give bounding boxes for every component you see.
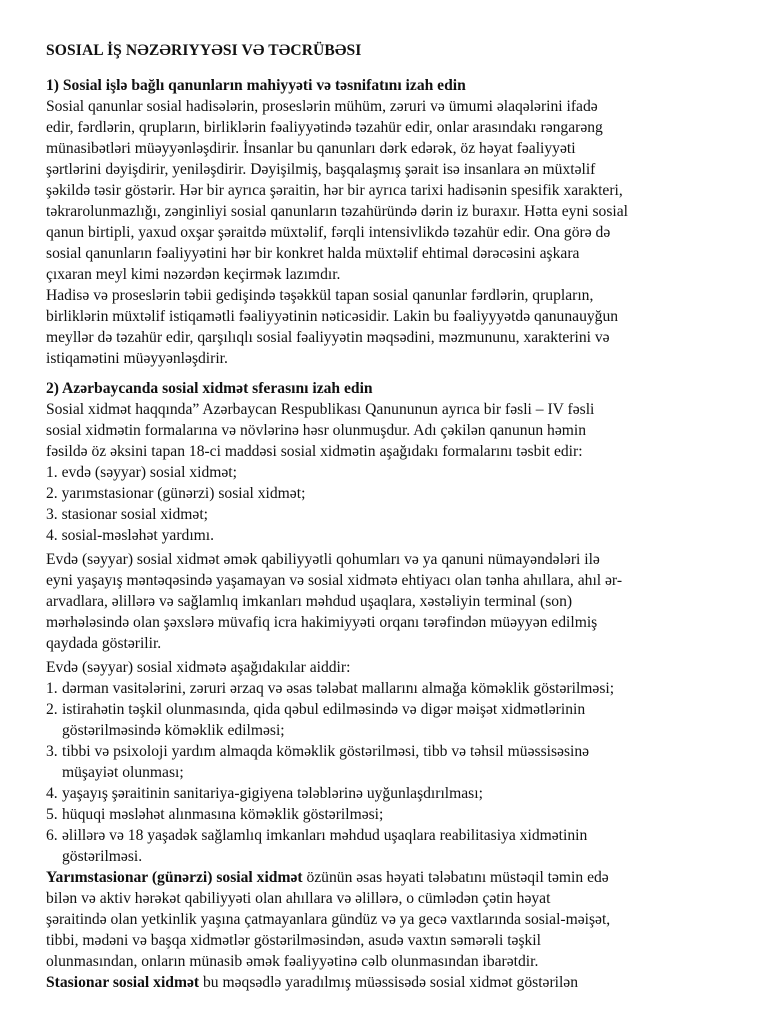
text-line: şəkildə təsir göstərir. Hər bir ayrıca şəraitin, hər bir ayrıca tarixi hadisənin spesifik xarakteri, xyxy=(46,182,623,199)
document-title: SOSIAL İŞ NƏZƏRIYYƏSI VƏ TƏCRÜBƏSI xyxy=(46,42,362,59)
list-item: 3. stasionar sosial xidmət; xyxy=(46,506,208,523)
text-line: sosial qanunların fəaliyyətini hər bir konkret halda müxtəlif ehtimal dərəcəsini aşkara xyxy=(46,245,580,262)
text-line: birliklərin müxtəlif istiqamətli fəaliyyətinin nəticəsidir. Lakin bu fəaliyyyətdə qanunauyğun xyxy=(46,308,619,325)
home-service-list xyxy=(46,678,722,867)
text-line: Sosial xidmət haqqında” Azərbaycan Respublikası Qanununun ayrıca bir fəsli – IV fəsli xyxy=(46,401,595,418)
text-line: dərman vasitələrini, zəruri ərzaq və əsas tələbat mallarını almağa köməklik göstərilməsi; xyxy=(62,680,615,697)
text-line: şəraitində olan yetkinlik yaşına çatmayanlara gündüz və ya gecə vaxtlarında sosial-məişət, xyxy=(46,911,611,928)
stationary-paragraph xyxy=(46,972,722,993)
text-line: istirahətin təşkil olunmasında, qida qəbul edilməsində və digər məişət xidmətlərinin xyxy=(62,701,586,718)
list-text xyxy=(62,678,722,699)
text-line: müşayiət olunması; xyxy=(62,764,184,781)
question-2-intro xyxy=(46,399,722,462)
text-line: Sosial qanunlar sosial hadisələrin, proseslərin mühüm, zəruri və ümumi əlaqələrini ifadə xyxy=(46,98,598,115)
text-line: istiqamətini müəyyənləşdirir. xyxy=(46,350,228,367)
list-number: 2. xyxy=(46,701,58,718)
text-line: göstərilməsində köməklik edilməsi; xyxy=(62,722,285,739)
text-line: Hadisə və proseslərin təbii gedişində təşəkkül tapan sosial qanunlar fərdlərin, qrupların, xyxy=(46,287,594,304)
semi-stationary-term: Yarımstasionar (günərzi) sosial xidmət xyxy=(46,869,303,886)
text-line: arvadlara, əlillərə və sağlamlıq imkanları məhdud uşaqlara, xəstəliyin terminal (son) xyxy=(46,593,573,610)
text-line xyxy=(46,867,722,888)
list-item xyxy=(46,741,722,783)
list-item xyxy=(46,825,722,867)
list-number: 5. xyxy=(46,806,58,823)
list-item xyxy=(46,678,722,699)
question-1-heading: 1) Sosial işlə bağlı qanunların mahiyyəti və təsnifatını izah edin xyxy=(46,77,466,94)
semi-stationary-text: özünün əsas həyati tələbatını müstəqil təmin edə xyxy=(302,869,609,886)
text-line xyxy=(46,972,722,993)
list-item xyxy=(46,804,722,825)
text-line: mərhələsində olan şəxslərə müvafiq icra hakimiyyəti orqanı tərəfindən müəyyən edilmiş xyxy=(46,614,598,631)
list-item: 1. evdə (səyyar) sosial xidmət; xyxy=(46,464,237,481)
text-line: Evdə (səyyar) sosial xidmət əmək qabiliyyətli qohumları və ya qanuni nümayəndələri ilə xyxy=(46,551,600,568)
text-line: əlillərə və 18 yaşadək sağlamlıq imkanları məhdud uşaqlara reabilitasiya xidmətinin xyxy=(62,827,588,844)
text-line: olunmasından, onların münasib əmək fəaliyyətinə cəlb olunmasından ibarətdir. xyxy=(46,953,539,970)
text-line: bilən və aktiv hərəkət qabiliyyəti olan ahıllara və əlillərə, o cümlədən çətin həyat xyxy=(46,890,551,907)
text-line: çıxaran meyl kimi nəzərdən keçirmək lazımdır. xyxy=(46,266,341,283)
list-number: 1. xyxy=(46,680,58,697)
text-line: meyllər də təzahür edir, qarşılıqlı sosial fəaliyyətin məqsədini, məzmununu, xarakterini və xyxy=(46,329,610,346)
list-text xyxy=(62,804,722,825)
text-line: tibbi və psixoloji yardım almaqda köməklik göstərilməsi, tibb və təhsil müəssisəsinə xyxy=(62,743,590,760)
list-number: 6. xyxy=(46,827,58,844)
semi-stationary-paragraph xyxy=(46,867,722,972)
list-number: 4. xyxy=(46,785,58,802)
text-line: hüquqi məsləhət alınmasına köməklik göstərilməsi; xyxy=(62,806,384,823)
text-line: təkrarolunmazlığı, zənginliyi sosial qanunların təzahüründə dərin iz buraxır. Hətta eyni sosial xyxy=(46,203,628,220)
home-list-intro: Evdə (səyyar) sosial xidmətə aşağıdakılar aiddir: xyxy=(46,659,351,676)
text-line: yaşayış şəraitinin sanitariya-gigiyena tələblərinə uyğunlaşdırılması; xyxy=(62,785,483,802)
question-2-heading: 2) Azərbaycanda sosial xidmət sferasını izah edin xyxy=(46,380,373,397)
list-text xyxy=(62,783,722,804)
service-forms-list xyxy=(46,462,722,546)
text-line: qanun birtipli, yaxud oxşar şəraitdə müxtəlif, fərqli intensivlikdə təzahür edir. Ona görə də xyxy=(46,224,611,241)
list-text xyxy=(62,825,722,867)
list-item: 4. sosial-məsləhət yardımı. xyxy=(46,527,215,544)
stationary-text: bu məqsədlə yaradılmış müəssisədə sosial xidmət göstərilən xyxy=(199,974,579,991)
text-line: tibbi, mədəni və başqa xidmətlər göstərilməsindən, asudə vaxtın səmərəli təşkil xyxy=(46,932,541,949)
list-number: 3. xyxy=(46,743,58,760)
text-line: eyni yaşayış məntəqəsində yaşamayan və sosial xidmətə ehtiyacı olan tənha ahıllara, ahıl ər- xyxy=(46,572,623,589)
list-item xyxy=(46,783,722,804)
list-item xyxy=(46,699,722,741)
text-line: göstərilməsi. xyxy=(62,848,143,865)
text-line: şərtlərini dəyişdirir, yeniləşdirir. Dəyişilmiş, başqalaşmış şərait isə insanlara ən müxtəlif xyxy=(46,161,596,178)
text-line: sosial xidmətin formalarına və növlərinə həsr olunmuşdur. Adı çəkilən qanunun həmin xyxy=(46,422,587,439)
list-text xyxy=(62,741,722,783)
text-line: fəsildə öz əksini tapan 18-ci maddəsi sosial xidmətin aşağıdakı formalarını təsbit edir: xyxy=(46,443,583,460)
list-item: 2. yarımstasionar (günərzi) sosial xidmət; xyxy=(46,485,306,502)
home-service-paragraph xyxy=(46,549,722,654)
list-text xyxy=(62,699,722,741)
question-1-paragraph-1 xyxy=(46,96,722,285)
question-1-paragraph-2 xyxy=(46,285,722,369)
text-line: münasibətləri müəyyənləşdirir. İnsanlar bu qanunları dərk edərək, öz həyat fəaliyyəti xyxy=(46,140,576,157)
stationary-term: Stasionar sosial xidmət xyxy=(46,974,200,991)
text-line: qaydada göstərilir. xyxy=(46,635,162,652)
text-line: edir, fərdlərin, qrupların, birliklərin fəaliyyətində təzahür edir, onlar arasındakı rəngarəng xyxy=(46,119,603,136)
